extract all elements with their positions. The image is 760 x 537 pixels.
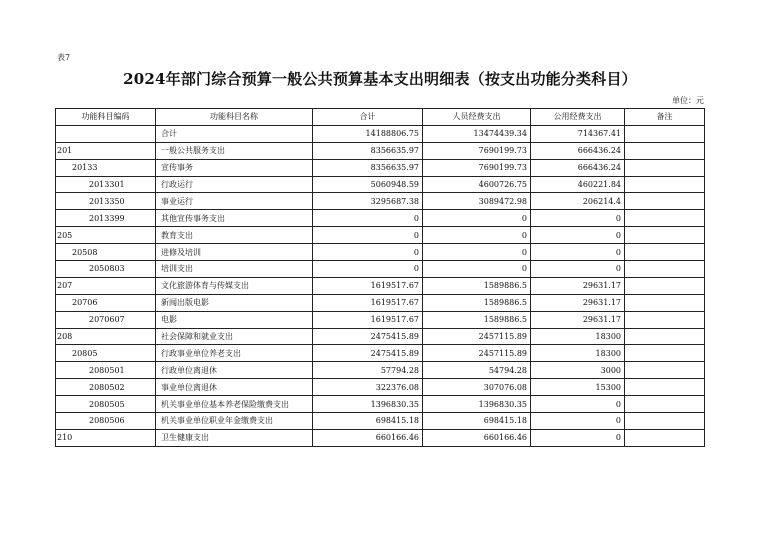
cell-note — [625, 294, 705, 311]
cell-personnel: 698415.18 — [423, 413, 531, 430]
cell-note — [625, 210, 705, 227]
cell-personnel: 0 — [423, 210, 531, 227]
header-total: 合计 — [313, 109, 423, 126]
cell-name: 事业单位离退休 — [156, 379, 313, 396]
cell-public: 18300 — [531, 328, 625, 345]
budget-table — [55, 108, 705, 447]
table-row — [56, 379, 705, 396]
cell-public: 0 — [531, 261, 625, 278]
cell-public: 460221.84 — [531, 176, 625, 193]
table-row — [56, 210, 705, 227]
cell-public: 0 — [531, 396, 625, 413]
cell-note — [625, 244, 705, 261]
cell-code: 2050803 — [56, 261, 156, 278]
cell-name: 行政事业单位养老支出 — [156, 345, 313, 362]
cell-public: 0 — [531, 429, 625, 446]
table-row — [56, 176, 705, 193]
cell-note — [625, 227, 705, 244]
cell-public: 666436.24 — [531, 142, 625, 159]
cell-code: 207 — [56, 277, 156, 294]
cell-note — [625, 261, 705, 278]
table-row — [56, 244, 705, 261]
cell-total: 14188806.75 — [313, 125, 423, 142]
table-row — [56, 261, 705, 278]
cell-code: 2080506 — [56, 413, 156, 430]
cell-code — [56, 125, 156, 142]
cell-note — [625, 429, 705, 446]
cell-note — [625, 328, 705, 345]
cell-code: 2013301 — [56, 176, 156, 193]
cell-name: 一般公共服务支出 — [156, 142, 313, 159]
cell-note — [625, 396, 705, 413]
cell-personnel: 0 — [423, 244, 531, 261]
cell-code: 2080505 — [56, 396, 156, 413]
cell-personnel: 54794.28 — [423, 362, 531, 379]
cell-personnel: 7690199.73 — [423, 159, 531, 176]
cell-note — [625, 311, 705, 328]
cell-note — [625, 345, 705, 362]
cell-total: 0 — [313, 227, 423, 244]
cell-total: 1619517.67 — [313, 294, 423, 311]
cell-personnel: 1589886.5 — [423, 294, 531, 311]
cell-name: 机关事业单位职业年金缴费支出 — [156, 413, 313, 430]
cell-note — [625, 176, 705, 193]
cell-total: 0 — [313, 210, 423, 227]
page-title: 2024年部门综合预算一般公共预算基本支出明细表（按支出功能分类科目） — [123, 70, 637, 88]
cell-total: 1396830.35 — [313, 396, 423, 413]
table-row — [56, 159, 705, 176]
cell-total: 5060948.59 — [313, 176, 423, 193]
cell-personnel: 3089472.98 — [423, 193, 531, 210]
cell-name: 行政单位离退休 — [156, 362, 313, 379]
cell-code: 20706 — [56, 294, 156, 311]
cell-code: 2013350 — [56, 193, 156, 210]
cell-code: 210 — [56, 429, 156, 446]
cell-personnel: 1589886.5 — [423, 311, 531, 328]
cell-name: 进修及培训 — [156, 244, 313, 261]
cell-note — [625, 362, 705, 379]
cell-name: 其他宣传事务支出 — [156, 210, 313, 227]
cell-note — [625, 193, 705, 210]
cell-total: 57794.28 — [313, 362, 423, 379]
cell-public: 3000 — [531, 362, 625, 379]
table-row — [56, 142, 705, 159]
table-row — [56, 311, 705, 328]
header-code: 功能科目编码 — [56, 109, 156, 126]
cell-code: 2080502 — [56, 379, 156, 396]
cell-total: 1619517.67 — [313, 277, 423, 294]
cell-name: 社会保障和就业支出 — [156, 328, 313, 345]
cell-code: 20805 — [56, 345, 156, 362]
cell-code: 205 — [56, 227, 156, 244]
cell-public: 0 — [531, 227, 625, 244]
cell-total: 660166.46 — [313, 429, 423, 446]
cell-name: 行政运行 — [156, 176, 313, 193]
cell-code: 2013399 — [56, 210, 156, 227]
cell-public: 18300 — [531, 345, 625, 362]
cell-note — [625, 379, 705, 396]
cell-public: 29631.17 — [531, 277, 625, 294]
cell-total: 322376.08 — [313, 379, 423, 396]
cell-note — [625, 142, 705, 159]
cell-name: 教育支出 — [156, 227, 313, 244]
cell-personnel: 307076.08 — [423, 379, 531, 396]
cell-total: 8356635.97 — [313, 159, 423, 176]
table-row — [56, 345, 705, 362]
table-row — [56, 193, 705, 210]
cell-personnel: 0 — [423, 261, 531, 278]
cell-personnel: 1396830.35 — [423, 396, 531, 413]
cell-public: 0 — [531, 413, 625, 430]
table-row — [56, 125, 705, 142]
cell-personnel: 13474439.34 — [423, 125, 531, 142]
cell-code: 208 — [56, 328, 156, 345]
cell-personnel: 0 — [423, 227, 531, 244]
cell-total: 0 — [313, 244, 423, 261]
cell-total: 3295687.38 — [313, 193, 423, 210]
table-row — [56, 429, 705, 446]
cell-name: 机关事业单位基本养老保险缴费支出 — [156, 396, 313, 413]
cell-public: 15300 — [531, 379, 625, 396]
header-public: 公用经费支出 — [531, 109, 625, 126]
cell-note — [625, 413, 705, 430]
cell-note — [625, 125, 705, 142]
cell-personnel: 1589886.5 — [423, 277, 531, 294]
cell-public: 714367.41 — [531, 125, 625, 142]
table-row — [56, 396, 705, 413]
cell-total: 0 — [313, 261, 423, 278]
cell-personnel: 2457115.89 — [423, 328, 531, 345]
header-name: 功能科目名称 — [156, 109, 313, 126]
unit-label: 单位：元 — [672, 96, 704, 105]
cell-name: 卫生健康支出 — [156, 429, 313, 446]
cell-total: 1619517.67 — [313, 311, 423, 328]
cell-note — [625, 277, 705, 294]
cell-public: 29631.17 — [531, 294, 625, 311]
table-body — [56, 125, 705, 446]
table-row — [56, 413, 705, 430]
cell-name: 培训支出 — [156, 261, 313, 278]
table-row — [56, 362, 705, 379]
cell-personnel: 660166.46 — [423, 429, 531, 446]
cell-name: 事业运行 — [156, 193, 313, 210]
table-row — [56, 227, 705, 244]
cell-total: 2475415.89 — [313, 328, 423, 345]
table-number-tag: 表7 — [57, 53, 71, 62]
cell-name: 新闻出版电影 — [156, 294, 313, 311]
table-row — [56, 328, 705, 345]
cell-name: 文化旅游体育与传媒支出 — [156, 277, 313, 294]
header-note: 备注 — [625, 109, 705, 126]
table-header-row — [56, 109, 705, 126]
cell-name: 宣传事务 — [156, 159, 313, 176]
table-row — [56, 294, 705, 311]
cell-code: 20133 — [56, 159, 156, 176]
cell-public: 29631.17 — [531, 311, 625, 328]
cell-total: 698415.18 — [313, 413, 423, 430]
cell-name: 电影 — [156, 311, 313, 328]
cell-personnel: 2457115.89 — [423, 345, 531, 362]
cell-code: 2080501 — [56, 362, 156, 379]
cell-code: 20508 — [56, 244, 156, 261]
cell-public: 666436.24 — [531, 159, 625, 176]
cell-total: 2475415.89 — [313, 345, 423, 362]
cell-code: 201 — [56, 142, 156, 159]
cell-public: 206214.4 — [531, 193, 625, 210]
cell-note — [625, 159, 705, 176]
cell-personnel: 4600726.75 — [423, 176, 531, 193]
header-personnel: 人员经费支出 — [423, 109, 531, 126]
cell-code: 2070607 — [56, 311, 156, 328]
cell-total: 8356635.97 — [313, 142, 423, 159]
cell-public: 0 — [531, 210, 625, 227]
cell-public: 0 — [531, 244, 625, 261]
table-row — [56, 277, 705, 294]
cell-name: 合计 — [156, 125, 313, 142]
cell-personnel: 7690199.73 — [423, 142, 531, 159]
